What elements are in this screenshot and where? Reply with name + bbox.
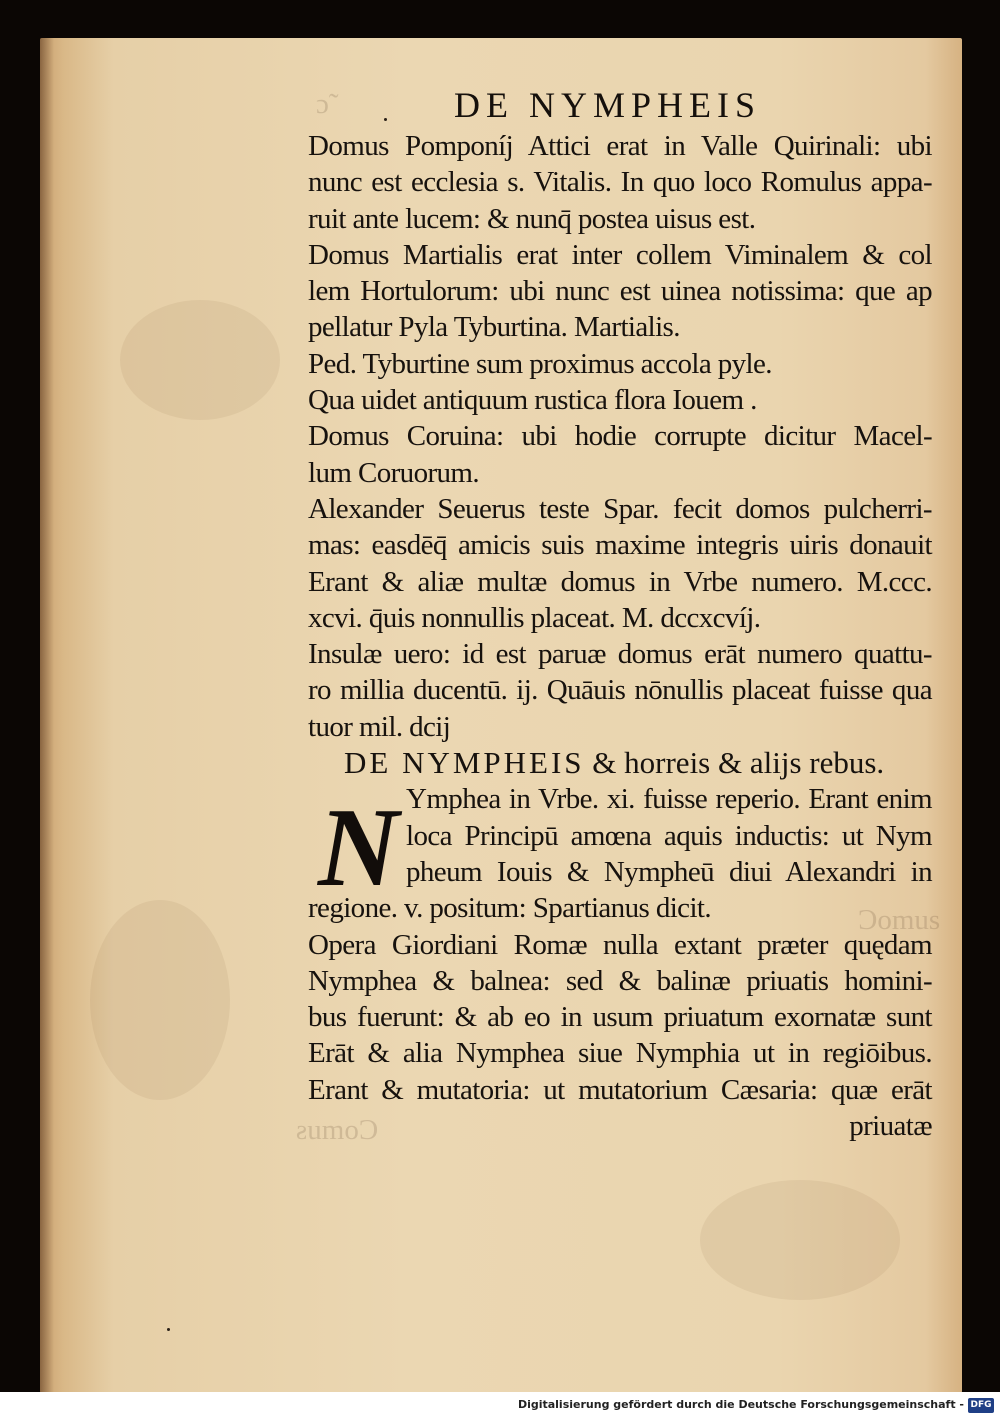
text-line: lum Coruorum.	[308, 456, 480, 489]
text-line: tuor mil. dcij	[308, 710, 451, 743]
text-line: Ped. Tyburtine sum proximus accola pyle.	[308, 347, 772, 380]
text-line: Nymphea & balnea: sed & balinæ priuatis homini-	[308, 964, 932, 997]
text-line: Opera Giordiani Romæ nulla extant præter quędam	[308, 928, 932, 961]
ink-speck	[167, 1328, 170, 1331]
text-line: bus fuerunt: & ab eo in usum priuatum exornatæ sunt	[308, 1001, 932, 1034]
text-line: lem Hortulorum: ubi nunc est uinea notissima: que ap	[308, 275, 932, 308]
show-through-text: Ɔomus	[858, 904, 941, 936]
text-line: Domus Coruina: ubi hodie corrupte dicitur Macel-	[308, 420, 932, 453]
drop-cap-initial: N	[318, 786, 399, 910]
paper-stain	[700, 1180, 900, 1300]
text-block	[308, 128, 932, 1144]
section-heading	[308, 745, 932, 781]
text-line: Insulæ uero: id est paruæ domus erāt numero quattu-	[308, 638, 932, 671]
text-line: Domus Martialis erat inter collem Viminalem & col	[308, 238, 932, 271]
running-head: DE NYMPHEIS	[454, 85, 762, 125]
paper-stain	[120, 300, 280, 420]
ink-speck	[384, 118, 387, 121]
section-heading-caps: DE NYMPHEIS	[344, 745, 585, 781]
text-line: Erant & mutatoria: ut mutatorium Cæsaria: quæ erāt	[308, 1073, 932, 1106]
text-line: Alexander Seuerus teste Spar. fecit domos pulcherri-	[308, 492, 932, 525]
gutter-shadow	[40, 38, 54, 1393]
text-line: loca Principū amœna aquis inductis: ut Nym	[406, 819, 932, 852]
text-line: Erant & aliæ multæ domus in Vrbe numero. M.ccc.	[308, 565, 932, 598]
digitization-footer	[0, 1392, 1000, 1418]
show-through-text: ɔ̃	[316, 88, 329, 120]
text-line: xcvi. q̄uis nonnullis placeat. M. dccxcvíj.	[308, 601, 761, 634]
text-line: pellatur Pyla Tyburtina. Martialis.	[308, 311, 680, 344]
paper-stain	[90, 900, 230, 1100]
show-through-text: ƨumoƆ	[296, 1114, 379, 1146]
dfg-logo: DFG	[968, 1398, 994, 1413]
text-line: Erāt & alia Nymphea siue Nymphia ut in regiōibus.	[308, 1037, 932, 1070]
funding-credit: Digitalisierung gefördert durch die Deutsche Forschungsgemeinschaft -	[517, 1398, 964, 1411]
text-line: Qua uidet antiquum rustica flora Iouem .	[308, 384, 757, 417]
section-heading-rest: & horreis & alijs rebus.	[592, 745, 885, 781]
text-line: pheum Iouis & Nympheū diui Alexandri in	[406, 855, 932, 888]
catchword: priuatæ	[849, 1110, 932, 1143]
text-line: ro millia ducentū. ij. Quāuis nōnullis placeat fuisse qua	[308, 674, 932, 707]
text-line: mas: easdēq̄ amicis suis maxime integris uiris donauit	[308, 529, 932, 562]
text-line: ruit ante lucem: & nunq̄ postea uisus est.	[308, 202, 756, 235]
text-line: Ymphea in Vrbe. xi. fuisse reperio. Erant enim	[406, 783, 932, 816]
text-line: nunc est ecclesia s. Vitalis. In quo loco Romulus appa-	[308, 166, 932, 199]
text-line: Domus Pomponíj Attici erat in Valle Quirinali: ubi	[308, 130, 932, 162]
text-line: regione. v. positum: Spartianus dicit.	[308, 892, 712, 925]
